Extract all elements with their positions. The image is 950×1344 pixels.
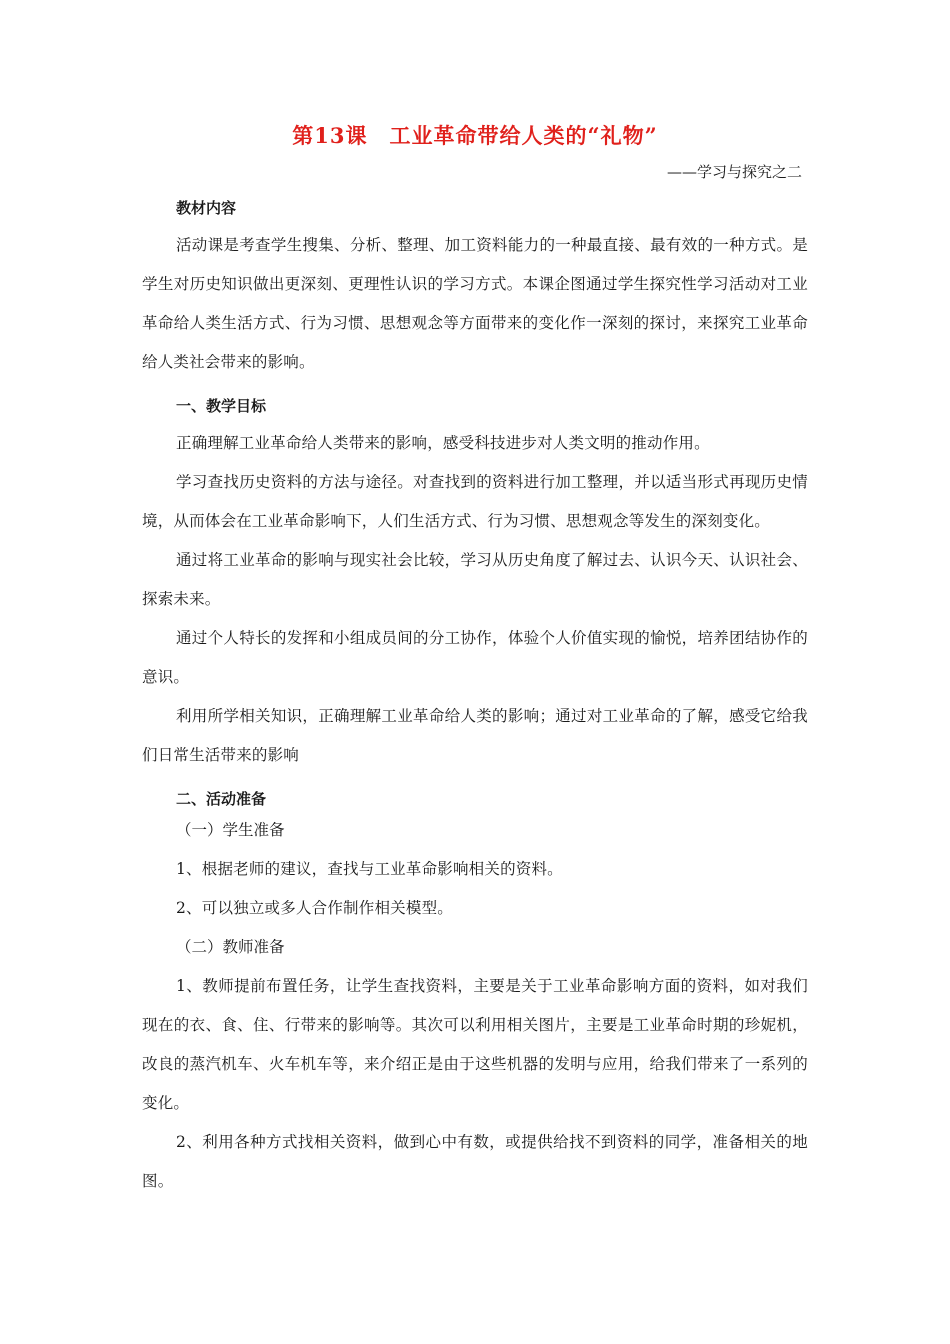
goal-paragraph: 学习查找历史资料的方法与途径。对查找到的资料进行加工整理，并以适当形式再现历史情境，从而体会在工业革命影响下，人们生活方式、行为习惯、思想观念等发生的深刻变化。	[142, 473, 808, 530]
document-subtitle: ——学习与探究之二	[666, 163, 802, 181]
heading-goals: 一、教学目标	[176, 397, 267, 415]
goal-paragraph: 利用所学相关知识，正确理解工业革命给人类的影响；通过对工业革命的了解，感受它给我们日常生活带来的影响	[142, 707, 808, 764]
teacher-prep-item: 2、利用各种方式找相关资料，做到心中有数，或提供给找不到资料的同学，准备相关的地图。	[142, 1133, 808, 1190]
heading-prep: 二、活动准备	[176, 790, 267, 808]
goal-paragraph: 通过将工业革命的影响与现实社会比较，学习从历史角度了解过去、认识今天、认识社会、探索未来。	[142, 551, 808, 608]
content-paragraph: 活动课是考查学生搜集、分析、整理、加工资料能力的一种最直接、最有效的一种方式。是学生对历史知识做出更深刻、更理性认识的学习方式。本课企图通过学生探究性学习活动对工业革命给人类生活方式、行为习惯、思想观念等方面带来的变化作一深刻的探讨，来探究工业革命给人类社会带来的影响。	[142, 236, 808, 371]
goal-paragraph: 通过个人特长的发挥和小组成员间的分工协作，体验个人价值实现的愉悦，培养团结协作的意识。	[142, 629, 808, 686]
student-prep-item: 2、可以独立或多人合作制作相关模型。	[176, 899, 453, 917]
goal-paragraph: 正确理解工业革命给人类带来的影响，感受科技进步对人类文明的推动作用。	[176, 434, 710, 452]
teacher-prep-label: （二）教师准备	[176, 938, 285, 956]
document-title: 第13课 工业革命带给人类的“礼物”	[292, 123, 658, 148]
teacher-prep-item: 1、教师提前布置任务，让学生查找资料，主要是关于工业革命影响方面的资料，如对我们现在的衣、食、住、行带来的影响等。其次可以利用相关图片，主要是工业革命时期的珍妮机，改良的蒸汽机车、火车机车等，来介绍正是由于这些机器的发明与应用，给我们带来了一系列的变化。	[142, 977, 808, 1112]
student-prep-item: 1、根据老师的建议，查找与工业革命影响相关的资料。	[176, 860, 563, 878]
heading-content: 教材内容	[176, 199, 237, 217]
student-prep-label: （一）学生准备	[176, 821, 285, 839]
